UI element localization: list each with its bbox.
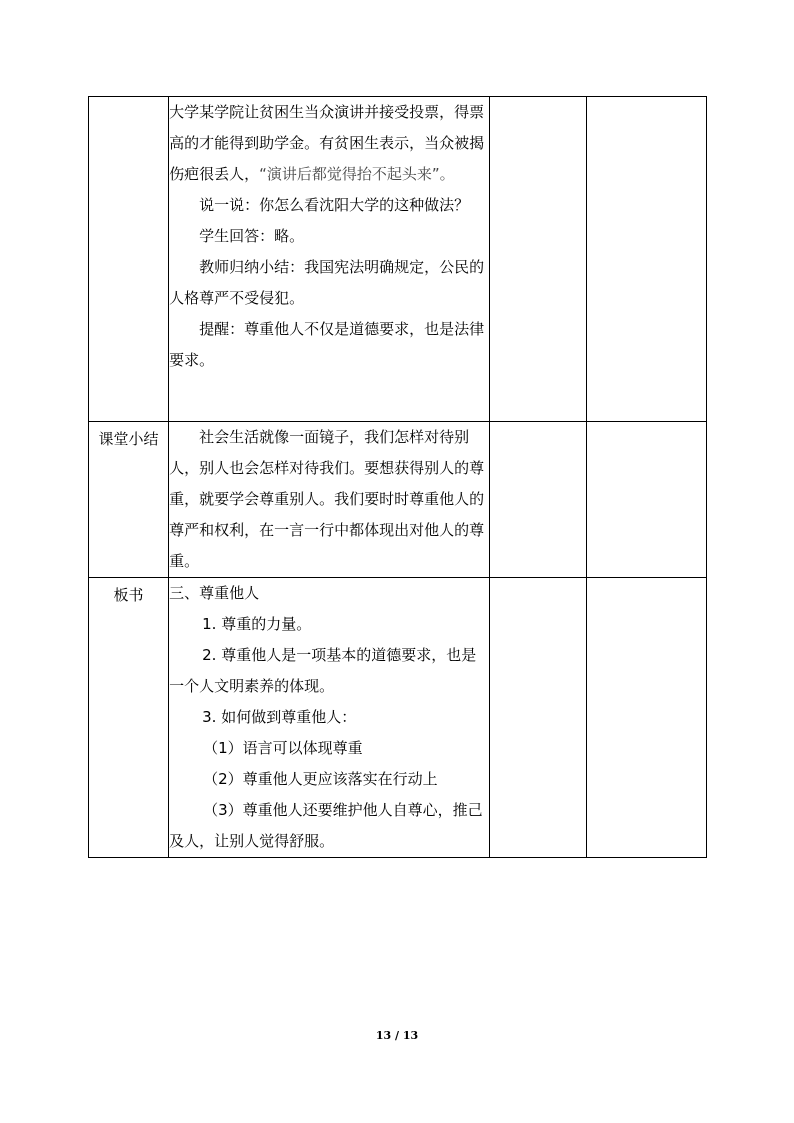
quote-text: “演讲后都觉得抬不起头来”。: [259, 165, 455, 183]
empty-cell: [586, 97, 706, 422]
lesson-plan-table: [88, 96, 707, 858]
empty-cell: [586, 578, 706, 858]
paragraph: 学生回答：略。: [199, 227, 305, 245]
table-row: [89, 422, 707, 578]
paragraph: 说一说：你怎么看沈阳大学的这种做法？: [199, 196, 470, 214]
paragraph: 1. 尊重的力量。: [202, 615, 312, 633]
row-label: 课堂小结: [89, 422, 169, 578]
empty-cell: [586, 422, 706, 578]
paragraph-text: 大学某学院让贫困生当众演讲并接受投票，得票高的才能得到助学金。有贫困生表示，当众被揭伤疤很丢人，: [169, 103, 485, 183]
row-content: [169, 97, 490, 422]
row-content: [169, 578, 490, 858]
row-label: [89, 97, 169, 422]
table-row: [89, 97, 707, 422]
paragraph: （2）尊重他人更应该落实在行动上: [203, 770, 438, 788]
paragraph: 教师归纳小结：我国宪法明确规定，公民的人格尊严不受侵犯。: [169, 258, 485, 307]
empty-cell: [489, 422, 586, 578]
empty-cell: [489, 578, 586, 858]
paragraph: 3. 如何做到尊重他人：: [202, 708, 357, 726]
page-number: 13 / 13: [375, 1029, 419, 1042]
paragraph: 提醒：尊重他人不仅是道德要求，也是法律要求。: [169, 320, 485, 369]
paragraph: [169, 97, 489, 190]
paragraph: （3）尊重他人还要维护他人自尊心，推己及人，让别人觉得舒服。: [169, 801, 483, 850]
empty-cell: [489, 97, 586, 422]
row-content: [169, 422, 490, 578]
paragraph: （1）语言可以体现尊重: [203, 739, 363, 757]
row-label: 板书: [89, 578, 169, 858]
table-row: [89, 578, 707, 858]
paragraph: 2. 尊重他人是一项基本的道德要求，也是一个人文明素养的体现。: [169, 646, 477, 695]
board-title: 三、尊重他人: [169, 584, 260, 602]
paragraph: 社会生活就像一面镜子，我们怎样对待别人，别人也会怎样对待我们。要想获得别人的尊重，就要学会尊重别人。我们要时时尊重他人的尊严和权利，在一言一行中都体现出对他人的尊重。: [169, 428, 485, 570]
